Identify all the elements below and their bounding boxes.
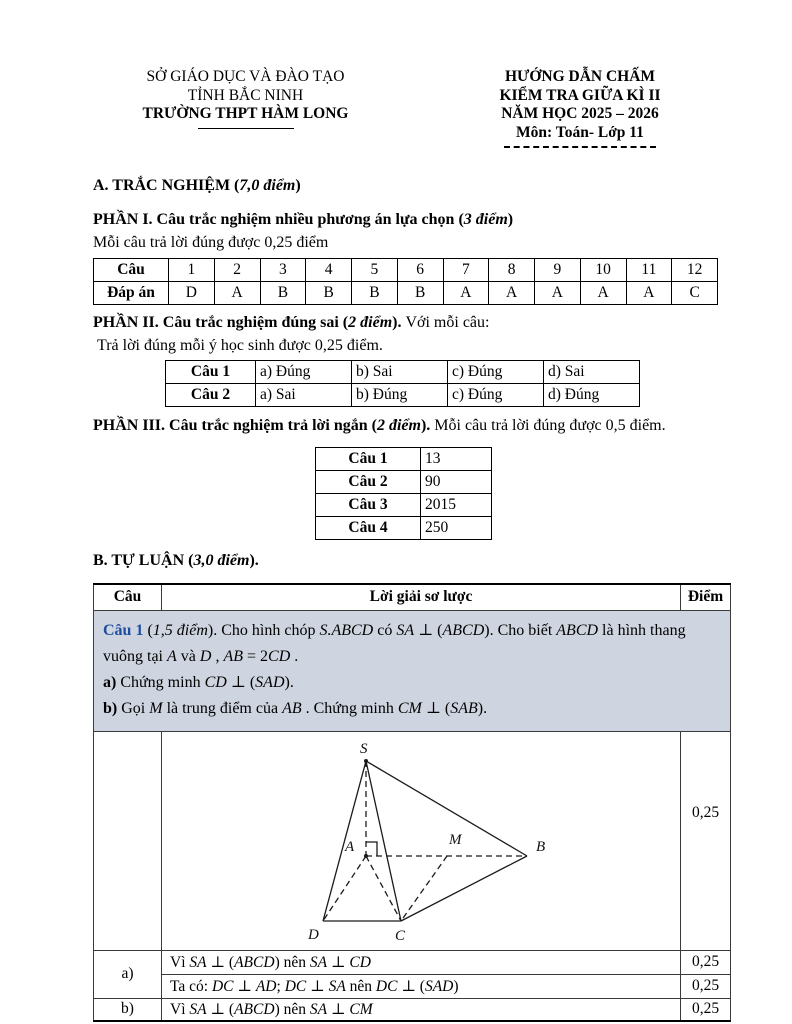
mc-answer-cell: A — [489, 282, 535, 305]
school-year: NĂM HỌC 2025 – 2026 — [501, 105, 659, 122]
tf-answer-cell: b) Sai — [352, 361, 448, 384]
table-row — [316, 494, 492, 517]
svg-text:D: D — [308, 926, 319, 943]
short-question-cell: Câu 2 — [316, 471, 421, 494]
part1-note: Mỗi câu trả lời đúng được 0,25 điểm — [93, 234, 329, 251]
mc-answer-cell: A — [580, 282, 626, 305]
short-answers-table — [315, 447, 492, 540]
doc-title: HƯỚNG DẪN CHẤM — [504, 68, 656, 85]
mc-answer-cell: B — [352, 282, 398, 305]
mc-q-cell: 2 — [214, 259, 260, 282]
mc-answer-cell: B — [260, 282, 306, 305]
tf-answer-cell: c) Đúng — [448, 384, 544, 407]
solution-row — [94, 950, 731, 974]
table-row — [166, 384, 640, 407]
mc-q-cell: 3 — [260, 259, 306, 282]
authority-line-2: TỈNH BẮC NINH — [187, 86, 304, 104]
short-answer-cell: 2015 — [421, 494, 492, 517]
document-header — [93, 68, 730, 148]
figure-row — [94, 731, 731, 950]
part2-note: Trả lời đúng mỗi ý học sinh được 0,25 điểm. — [97, 337, 383, 354]
mc-header-cell: Đáp án — [94, 282, 169, 305]
score-cell: 0,25 — [681, 974, 731, 998]
tf-answer-cell: d) Sai — [544, 361, 640, 384]
short-answer-cell: 90 — [421, 471, 492, 494]
short-answer-cell: 250 — [421, 517, 492, 540]
mc-header-cell: Câu — [94, 259, 169, 282]
statement-line-2: vuông tại A và D , AB = 2CD . — [103, 647, 299, 665]
tf-answer-cell: b) Đúng — [352, 384, 448, 407]
subject-grade: Môn: Toán- Lớp 11 — [516, 123, 644, 141]
statement-line-4: b) Gọi M là trung điểm của AB . Chứng minh CM ⊥ (SAB). — [103, 699, 488, 717]
mc-q-cell: 5 — [352, 259, 398, 282]
mc-q-cell: 9 — [535, 259, 581, 282]
svg-text:S: S — [360, 740, 368, 757]
mc-answer-cell: A — [626, 282, 672, 305]
geometry-figure — [284, 737, 680, 950]
tf-answer-cell: a) Đúng — [256, 361, 352, 384]
header-right-rule — [504, 146, 656, 148]
tf-answer-cell: d) Đúng — [544, 384, 640, 407]
school-name: TRƯỜNG THPT HÀM LONG — [142, 105, 349, 122]
issuing-authority-block — [93, 68, 398, 148]
problem-statement-row — [94, 610, 731, 731]
table-row — [316, 471, 492, 494]
mc-answer-cell: C — [672, 282, 718, 305]
svg-text:M: M — [449, 831, 462, 848]
solution-row — [94, 998, 731, 1021]
short-question-cell: Câu 4 — [316, 517, 421, 540]
mc-q-cell: 6 — [397, 259, 443, 282]
section-a-heading: A. TRẮC NGHIỆM (7,0 điểm) — [93, 177, 301, 194]
tf-answer-cell: c) Đúng — [448, 361, 544, 384]
table-row — [94, 282, 718, 305]
section-b-heading: B. TỰ LUẬN (3,0 điểm). — [93, 552, 259, 569]
table-row — [94, 259, 718, 282]
problem-statement-cell — [94, 610, 731, 731]
short-answer-cell: 13 — [421, 448, 492, 471]
mc-q-cell: 7 — [443, 259, 489, 282]
part3-heading: PHẦN III. Câu trắc nghiệm trả lời ngắn (2 điểm). Mỗi câu trả lời đúng được 0,5 điểm. — [93, 417, 666, 434]
mc-q-cell: 10 — [580, 259, 626, 282]
svg-text:B: B — [536, 838, 546, 855]
mc-q-cell: 4 — [306, 259, 352, 282]
mc-answer-cell: B — [397, 282, 443, 305]
essay-header-diem: Điểm — [681, 584, 731, 610]
part1-heading: PHẦN I. Câu trắc nghiệm nhiều phương án lựa chọn (3 điểm) — [93, 211, 514, 228]
mc-answer-cell: A — [214, 282, 260, 305]
table-row — [166, 361, 640, 384]
authority-line-1: SỞ GIÁO DỤC VÀ ĐÀO TẠO — [146, 68, 345, 85]
essay-header-row — [94, 584, 731, 610]
solution-label-a: a) — [94, 950, 162, 998]
document-title-block — [430, 68, 730, 148]
mc-answer-cell: A — [443, 282, 489, 305]
statement-line-3: a) Chứng minh CD ⊥ (SAD). — [103, 673, 294, 691]
figure-row-label-cell — [94, 731, 162, 950]
table-row — [316, 517, 492, 540]
table-row — [316, 448, 492, 471]
score-cell: 0,25 — [681, 950, 731, 974]
score-cell: 0,25 — [681, 731, 731, 950]
essay-header-loigiai: Lời giải sơ lược — [162, 584, 681, 610]
short-question-cell: Câu 1 — [316, 448, 421, 471]
solution-row — [94, 974, 731, 998]
mc-q-cell: 1 — [169, 259, 215, 282]
solution-label-b: b) — [94, 998, 162, 1021]
multiple-choice-answers-table — [93, 258, 718, 305]
statement-line-1: Câu 1 (1,5 điểm). Cho hình chóp S.ABCD có SA ⊥ (ABCD). Cho biết ABCD là hình thang — [103, 621, 686, 639]
svg-text:C: C — [395, 927, 406, 944]
solution-text: Vì SA ⊥ (ABCD) nên SA ⊥ CM — [162, 998, 681, 1021]
mc-answer-cell: A — [535, 282, 581, 305]
tf-question-cell: Câu 1 — [166, 361, 256, 384]
svg-text:A: A — [345, 838, 355, 855]
solution-text: Vì SA ⊥ (ABCD) nên SA ⊥ CD — [162, 950, 681, 974]
mc-answer-cell: B — [306, 282, 352, 305]
short-question-cell: Câu 3 — [316, 494, 421, 517]
mc-q-cell: 11 — [626, 259, 672, 282]
essay-header-cau: Câu — [94, 584, 162, 610]
true-false-answers-table — [165, 360, 640, 407]
exam-name: KIỂM TRA GIỮA KÌ II — [499, 86, 661, 104]
mc-q-cell: 8 — [489, 259, 535, 282]
score-cell: 0,25 — [681, 998, 731, 1021]
mc-answer-cell: D — [169, 282, 215, 305]
part2-heading: PHẦN II. Câu trắc nghiệm đúng sai (2 điểm). Với mỗi câu: — [93, 314, 490, 331]
figure-cell — [162, 731, 681, 950]
mc-q-cell: 12 — [672, 259, 718, 282]
tf-question-cell: Câu 2 — [166, 384, 256, 407]
header-left-rule — [198, 128, 294, 129]
solution-text: Ta có: DC ⊥ AD; DC ⊥ SA nên DC ⊥ (SAD) — [162, 974, 681, 998]
essay-solution-table — [93, 583, 731, 1022]
tf-answer-cell: a) Sai — [256, 384, 352, 407]
